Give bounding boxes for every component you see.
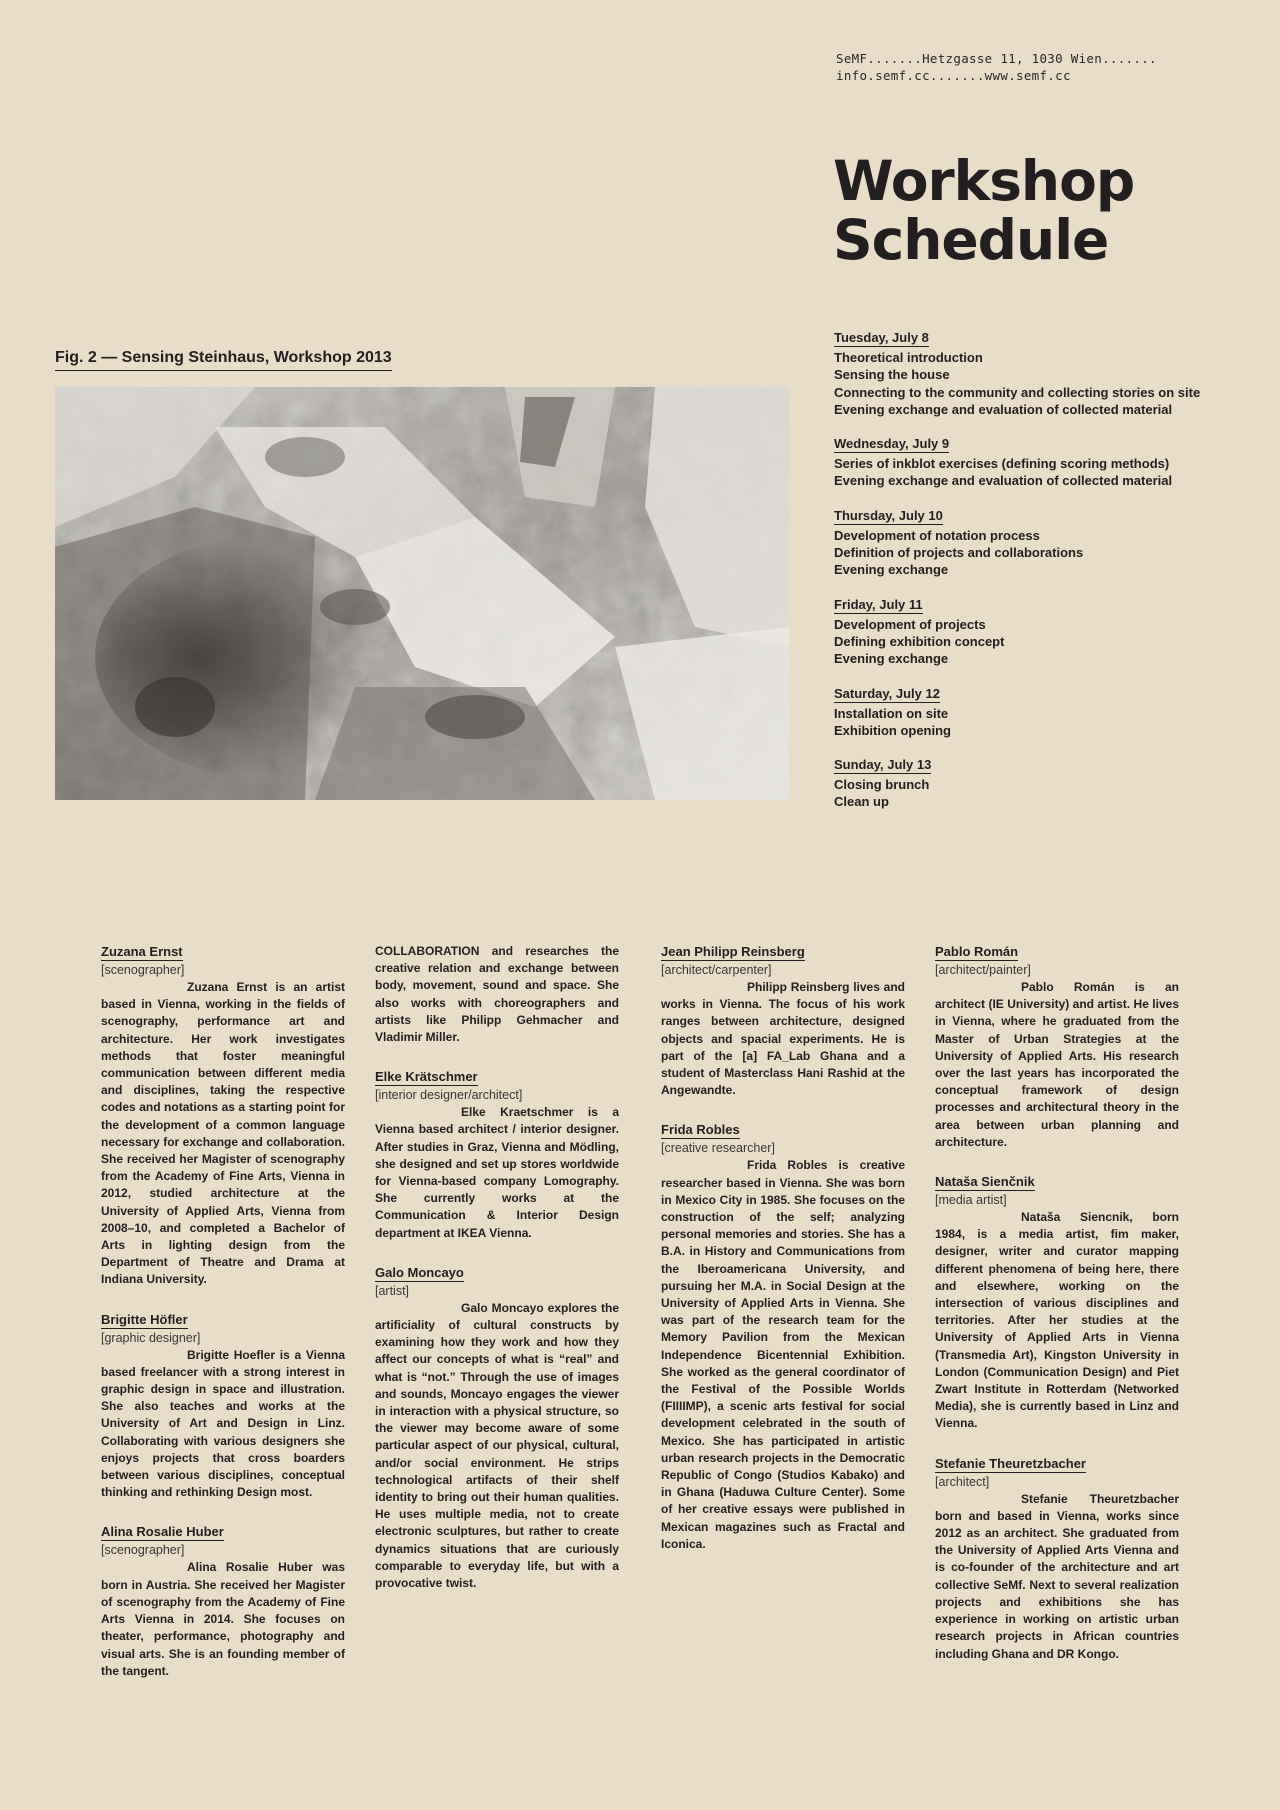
bio-role: [creative researcher] bbox=[661, 1141, 775, 1156]
bio-elke-kraetschmer bbox=[375, 1068, 619, 1242]
bio-text-continued: COLLABORATION and researches the creative relation and exchange between body, movement, sound and space. She also works with choreographers and artists like Philipp Gehmacher and Vladimir Miller. bbox=[375, 944, 619, 1045]
schedule-day bbox=[834, 435, 1274, 490]
day-title: Tuesday, July 8 bbox=[834, 330, 929, 345]
contact-address: SeMF.......Hetzgasse 11, 1030 Wien....... bbox=[836, 51, 1157, 66]
day-title: Wednesday, July 9 bbox=[834, 436, 950, 452]
schedule-item: Evening exchange and evaluation of collected material bbox=[834, 473, 1173, 489]
bio-galo-moncayo bbox=[375, 1264, 619, 1592]
schedule-day bbox=[834, 596, 1274, 668]
schedule-item: Series of inkblot exercises (defining scoring methods) bbox=[834, 456, 1170, 472]
figure-image bbox=[55, 387, 789, 800]
bio-text: Pablo Román is an architect (IE University) and artist. He lives in Vienna, where he graduated from the Master of Urban Strategies at the University of Applied Arts. His research over the last years has incorporated the conceptual framework of design processes and architectural theory in the area between urban planning and architecture. bbox=[935, 980, 1179, 1149]
bio-text: Elke Kraetschmer is a Vienna based architect / interior designer. After studies in Graz, Vienna and Mödling, she designed and set up stores worldwide for Vienna-based company Lomography. She currently works at the Communication & Interior Design department at IKEA Vienna. bbox=[375, 1105, 619, 1240]
bio-role: [architect/painter] bbox=[935, 963, 1031, 977]
schedule-day bbox=[834, 507, 1274, 579]
schedule-item: Theoretical introduction bbox=[834, 350, 983, 365]
schedule-day bbox=[834, 685, 1274, 740]
bio-brigitte-hoefler bbox=[101, 1311, 345, 1502]
bio-role: [scenographer] bbox=[101, 963, 185, 977]
bio-text: Nataša Siencnik, born 1984, is a media artist, fim maker, designer, writer and curator mapping different phenomena of being here, there and elsewhere, working on the intersection of various disciplines and territories. After her studies at the University of Applied Arts in Vienna (Transmedia Art), Kingston University in London (Communication Design) and Piet Zwart Institute in Rotterdam (Networked Media), she is currently based in Linz and Vienna. bbox=[935, 1210, 1179, 1431]
bio-text: Brigitte Hoefler is a Vienna based freelancer with a strong interest in graphic design in space and illustration. She also teaches and works at the University of Art and Design in Linz. Collaborating with various designers she enjoys projects that cross boarders between various disciplines, conceptual thinking and rethinking Design most. bbox=[101, 1347, 345, 1500]
contact-info bbox=[836, 50, 1157, 84]
schedule-item: Exhibition opening bbox=[834, 722, 951, 738]
bio-jean-philipp-reinsberg bbox=[661, 943, 905, 1099]
schedule-item: Development of projects bbox=[834, 616, 986, 632]
bio-role: [architect/carpenter] bbox=[661, 963, 772, 977]
bio-natasa-siencnik bbox=[935, 1173, 1179, 1433]
schedule-item: Connecting to the community and collecting stories on site bbox=[834, 384, 1201, 400]
schedule-item: Closing brunch bbox=[834, 777, 930, 793]
day-title: Saturday, July 12 bbox=[834, 685, 940, 701]
bio-name: Stefanie Theuretzbacher bbox=[935, 1455, 1086, 1471]
schedule-item: Definition of projects and collaborations bbox=[834, 545, 1084, 561]
schedule-item: Sensing the house bbox=[834, 367, 950, 383]
bio-name: Jean Philipp Reinsberg bbox=[661, 944, 805, 959]
bio-text: Stefanie Theuretzbacher born and based in Vienna, works since 2012 as an architect. She graduated from the University of Applied Arts Vienna and is co-founder of the architecture and art collective SeMf. Next to several realization projects and exhibitions she has experience in working on artistic urban research projects in African countries including Ghana and DR Kongo. bbox=[935, 1491, 1179, 1661]
bio-role: [graphic designer] bbox=[101, 1330, 201, 1345]
bio-name: Pablo Román bbox=[935, 944, 1019, 959]
page-title bbox=[833, 149, 1135, 272]
bio-name: Frida Robles bbox=[661, 1122, 740, 1138]
schedule-item: Evening exchange bbox=[834, 651, 949, 667]
bio-name: Nataša Sienčnik bbox=[935, 1174, 1035, 1190]
bio-text: Galo Moncayo explores the artificiality of cultural constructs by examining how they work and how they affect our concepts of what is “real” and what is “not.” Through the use of images and sounds, Moncayo engages the viewer in interaction with a physical structure, so the viewer may become aware of some particular aspect of our physical, cultural, and/or social environment. He strips technological artifacts of their shelf identity to bring out their human qualities. He uses multiple media, not to create electronic sculptures, but rather to create dynamics situations that are curiously comparable to everyday life, but with a provocative twist. bbox=[375, 1300, 619, 1591]
bio-name: Alina Rosalie Huber bbox=[101, 1524, 224, 1540]
bio-text: Alina Rosalie Huber was born in Austria. She received her Magister of scenography from the Academy of Fine Arts Vienna in 2014. She focuses on theater, performance, photography and visual arts. She is an founding member of the tangent. bbox=[101, 1560, 345, 1678]
day-title: Friday, July 11 bbox=[834, 596, 923, 612]
bio-pablo-roman bbox=[935, 943, 1179, 1151]
bio-role: [scenographer] bbox=[101, 1543, 185, 1558]
bio-column-3 bbox=[661, 943, 905, 1575]
bio-role: [architect] bbox=[935, 1474, 990, 1489]
bio-column-2 bbox=[375, 943, 619, 1614]
bio-role: [interior designer/architect] bbox=[375, 1088, 523, 1103]
contact-web: info.semf.cc.......www.semf.cc bbox=[836, 68, 1071, 83]
bio-role: [media artist] bbox=[935, 1193, 1007, 1208]
bio-column-1 bbox=[101, 943, 345, 1702]
bio-alina-huber bbox=[101, 1523, 345, 1679]
bio-zuzana-ernst bbox=[101, 943, 345, 1289]
bio-stefanie-theuretzbacher bbox=[935, 1455, 1179, 1663]
schedule bbox=[834, 329, 1274, 828]
bio-column-4 bbox=[935, 943, 1179, 1685]
figure-caption: Fig. 2 — Sensing Steinhaus, Workshop 2013 bbox=[55, 348, 392, 371]
day-title: Sunday, July 13 bbox=[834, 757, 932, 773]
bio-name: Galo Moncayo bbox=[375, 1264, 464, 1280]
bio-name: Elke Krätschmer bbox=[375, 1069, 478, 1085]
bio-frida-robles bbox=[661, 1121, 905, 1553]
bio-role: [artist] bbox=[375, 1283, 410, 1298]
bio-text: Zuzana Ernst is an artist based in Vienna, working in the fields of scenography, performance art and architecture. Her work investigates methods that foster meaningful communication between different media and disciplines, taking the respective codes and notations as a starting point for the development of a common language necessary for exchange and collaboration. She received her Magister of scenography from the Academy of Fine Arts, Vienna in 2012, studied architecture at the University of Applied Arts, Vienna from 2008–10, and completed a Bachelor of Arts in lighting design from the Department of Theatre and Drama at Indiana University. bbox=[101, 980, 345, 1287]
schedule-day bbox=[834, 329, 1274, 418]
bio-text: Philipp Reinsberg lives and works in Vienna. The focus of his work ranges between architecture, designed objects and spacial experiments. He is part of the [a] FA_Lab Ghana and a student of Masterclass Hani Rashid at the Angewandte. bbox=[661, 980, 905, 1098]
title-line-1: Workshop bbox=[833, 149, 1135, 213]
title-line-2: Schedule bbox=[833, 208, 1109, 272]
bio-name: Brigitte Höfler bbox=[101, 1311, 188, 1327]
schedule-day bbox=[834, 756, 1274, 811]
day-title: Thursday, July 10 bbox=[834, 507, 943, 523]
schedule-item: Defining exhibition concept bbox=[834, 633, 1005, 649]
schedule-item: Evening exchange and evaluation of collected material bbox=[834, 401, 1173, 417]
schedule-item: Installation on site bbox=[834, 705, 949, 721]
bio-alina-continued bbox=[375, 943, 619, 1046]
bio-name: Zuzana Ernst bbox=[101, 944, 183, 959]
schedule-item: Evening exchange bbox=[834, 562, 949, 578]
schedule-item: Clean up bbox=[834, 794, 889, 810]
schedule-item: Development of notation process bbox=[834, 527, 1040, 543]
point-cloud-photo bbox=[55, 387, 789, 800]
bio-text: Frida Robles is creative researcher based in Vienna. She was born in Mexico City in 1985. She focuses on the construction of the self; analyzing personal memories and stories. She has a B.A. in History and Communications from the Iberoamericana University, and pursuing her M.A. in Social Design at the University of Applied Arts in Vienna. She was part of the research team for the Memory Pavilion from the Mexican Independence Bicentennial Exhibition. She worked as the general coordinator of the Festival of the Possible Worlds (FIIIIMP), a scenic arts festival for social development celebrated in the south of Mexico. She has participated in artistic urban research projects in the Democratic Republic of Congo (Studios Kabako) and in Ghana (Haduwa Culture Center). Some of her creative essays were published in Mexican magazines such as Fractal and Iconica. bbox=[661, 1158, 905, 1551]
